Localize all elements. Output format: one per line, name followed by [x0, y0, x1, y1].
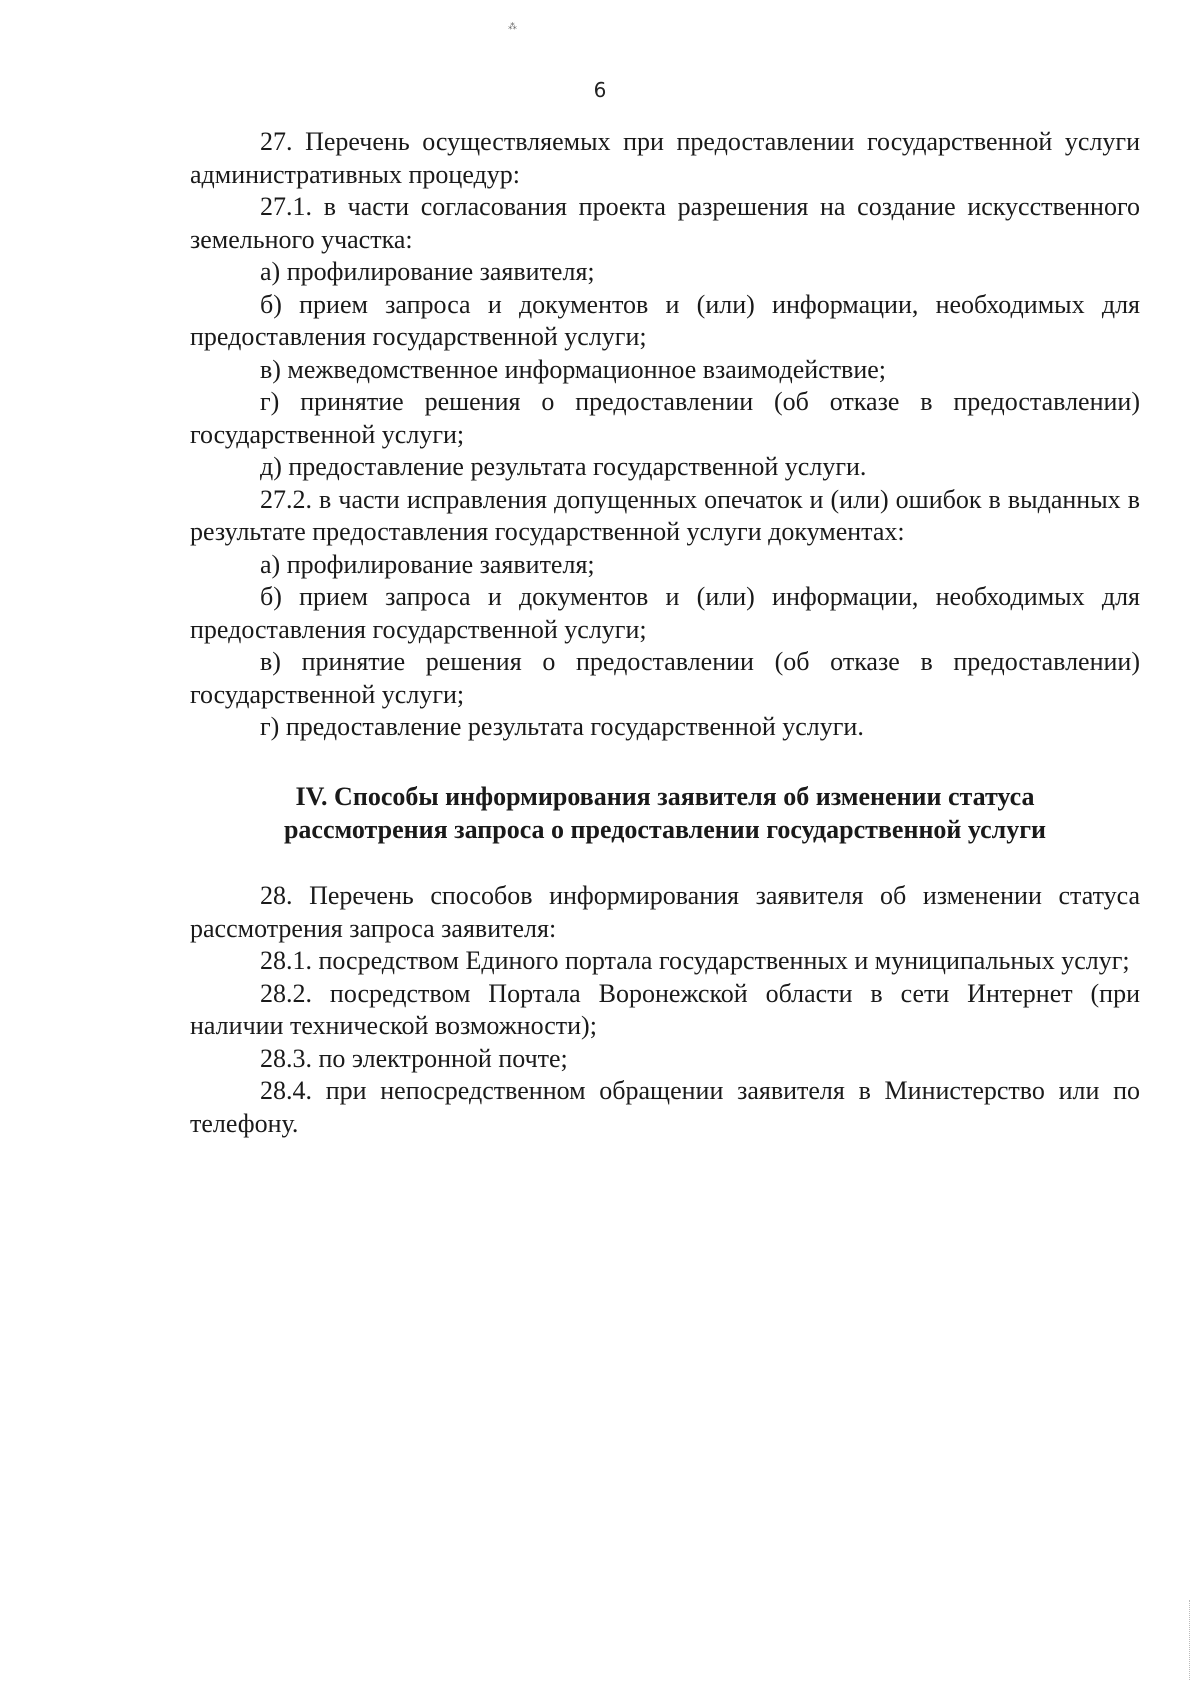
list-item-28-2: 28.2. посредством Портала Воронежской области в сети Интернет (при наличии технической возможности); [190, 978, 1140, 1040]
list-item-27-2-a: а) профилирование заявителя; [260, 549, 595, 579]
scan-edge-marks [1189, 1600, 1192, 1680]
section-28-body [190, 880, 1140, 1140]
section-heading-line-1: IV. Способы информирования заявителя об изменении статуса [295, 782, 1035, 811]
paragraph-27-1: 27.1. в части согласования проекта разрешения на создание искусственного земельного участка: [190, 192, 1140, 254]
list-item-27-1-d: д) предоставление результата государственной услуги. [260, 452, 867, 481]
list-item-27-2-v: в) принятие решения о предоставлении (об отказе в предоставлении) государственной услуги; [190, 647, 1140, 709]
list-item-28-1: 28.1. посредством Единого портала государственных и муниципальных услуг; [260, 946, 1130, 975]
list-item-27-1-g: г) принятие решения о предоставлении (об отказе в предоставлении) государственной услуги; [190, 387, 1140, 449]
section-heading-line-2: рассмотрения запроса о предоставлении государственной услуги [283, 815, 1047, 844]
list-item-28-4: 28.4. при непосредственном обращении заявителя в Министерство или по телефону. [190, 1076, 1140, 1138]
list-item-27-1-a: а) профилирование заявителя; [260, 257, 595, 286]
page-number: 6 [593, 78, 607, 102]
scan-mark: ⁂ [508, 22, 517, 32]
paragraph-27-2: 27.2. в части исправления допущенных опечаток и (или) ошибок в выданных в результате предоставления государственной услуги документах: [190, 484, 1140, 546]
list-item-27-1-b: б) прием запроса и документов и (или) информации, необходимых для предоставления государственной услуги; [190, 289, 1140, 351]
section-27-body [190, 126, 1140, 744]
list-item-28-3: 28.3. по электронной почте; [260, 1043, 568, 1073]
list-item-27-1-v: в) межведомственное информационное взаимодействие; [260, 354, 887, 384]
section-heading [190, 780, 1140, 846]
list-item-27-2-b: б) прием запроса и документов и (или) информации, необходимых для предоставления государственной услуги; [190, 582, 1140, 644]
paragraph-27: 27. Перечень осуществляемых при предоставлении государственной услуги административных процедур: [190, 127, 1140, 189]
list-item-27-2-g: г) предоставление результата государственной услуги. [260, 712, 864, 741]
paragraph-28: 28. Перечень способов информирования заявителя об изменении статуса рассмотрения запроса заявителя: [190, 881, 1140, 943]
